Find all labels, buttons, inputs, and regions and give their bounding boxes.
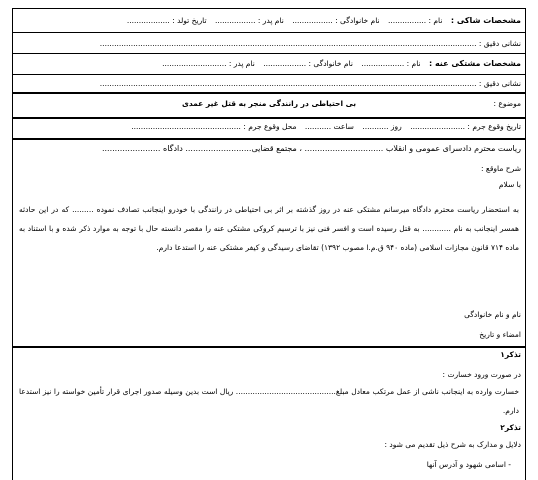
complainant-row <box>13 15 525 27</box>
complainant-father: نام پدر : ................. <box>214 16 284 25</box>
complainant-name: نام : ................ <box>387 16 443 25</box>
complaint-form <box>12 8 526 480</box>
crime-place: محل وقوع جرم : .............................................. <box>131 122 297 131</box>
complainant-address: نشانی دقیق : .............................................................................................................................................................. <box>99 39 521 48</box>
note2-title: تذکر۲ <box>500 423 521 432</box>
signature-name: نام و نام خانوادگی <box>464 310 521 319</box>
note2-item1: - اسامی شهود و آدرس آنها <box>426 460 511 469</box>
letter-sharh: شرح ماوقع : <box>480 164 521 173</box>
note1-line1: در صورت ورود خسارت : <box>442 370 521 379</box>
complainant-heading: مشخصات شاکی : <box>450 16 521 25</box>
crime-hour: ساعت ........... <box>304 122 354 131</box>
letter-address: ریاست محترم دادسرای عمومی و انقلاب ............................... ، مجتمع قضایی.......................... دادگاه ....................... <box>101 144 521 153</box>
complainant-birth: تاریخ تولد : .................. <box>126 16 207 25</box>
defendant-row <box>13 58 525 70</box>
note2-line1: دلایل و مدارک به شرح ذیل تقدیم می شود : <box>384 440 521 449</box>
defendant-address: نشانی دقیق : .............................................................................................................................................................. <box>99 79 521 88</box>
crime-day: روز ........... <box>362 122 402 131</box>
defendant-heading: مشخصات مشتکی عنه : <box>428 59 521 68</box>
crime-time-row <box>13 121 525 133</box>
crime-date: تاریخ وقوع جرم : ....................... <box>410 122 521 131</box>
complainant-family: نام خانوادگی : ................. <box>292 16 380 25</box>
letter-body: به استحضار ریاست محترم دادگاه میرسانم مشتکی عنه در روز گذشته بر اثر بی احتیاطی در رانندگی با خودرو اینجانب تصادف نموده ......... که در این حادثه همسر اینجانب به نام ............ به قتل رسیده است و افسر فنی نیز با ترسیم کروکی مشتکی عنه را مقصر دانسته حال با توجه به موارد ذکر شده و با استناد به ماده ۷۱۴ قانون مجازات اسلامی (ماده ۹۴۰ ق.م.ا مصوب ۱۳۹۲) تقاضای رسیدگی و کیفر مشتکی عنه را استدعا دارم. <box>19 205 519 252</box>
subject-label: موضوع : <box>493 99 521 108</box>
note1-body: خسارت وارده به اینجانب ناشی از عمل مرتکب معادل مبلغ.......................................... ریال است بدین وسیله صدور اجرای قرار تأمین خواسته را نیز استدعا دارم. <box>19 387 519 415</box>
signature-date: امضاء و تاریخ <box>479 330 521 339</box>
letter-salam: با سلام <box>498 180 521 189</box>
subject-text: بی احتیاطی در رانندگی منجر به قتل غیر عمدی <box>181 99 357 108</box>
defendant-family: نام خانوادگی : .................. <box>263 59 353 68</box>
note1-title: تذکر۱ <box>500 350 521 359</box>
defendant-name: نام : .................. <box>361 59 421 68</box>
defendant-father: نام پدر : ........................... <box>162 59 255 68</box>
